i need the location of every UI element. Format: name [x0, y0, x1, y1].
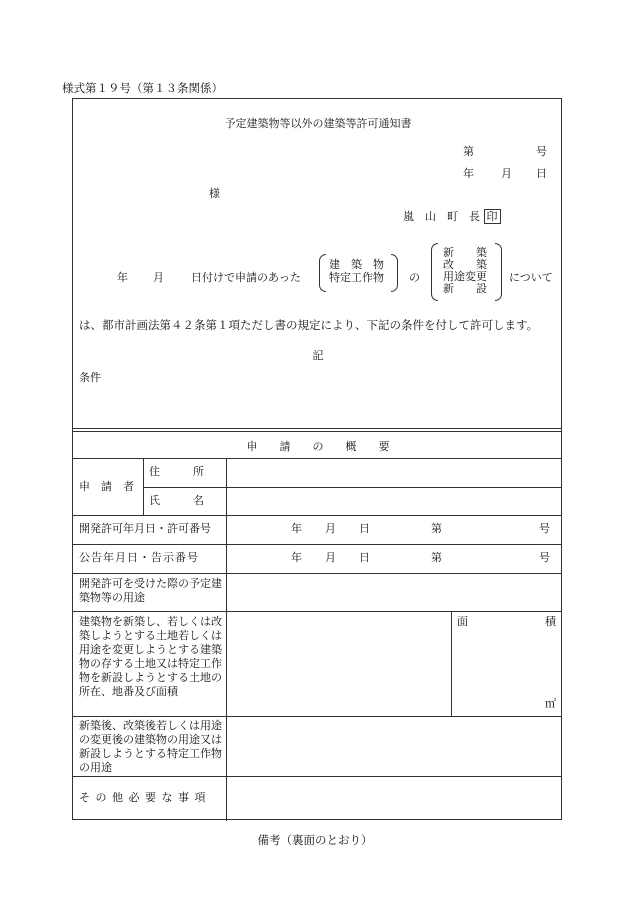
section-divider-bottom — [73, 431, 561, 432]
footer-note: 備考（裏面のとおり） — [257, 833, 373, 847]
land-label: 建築物を新築し、若しくは改築しようとする土地若しくは用途を変更しようとする建築物の存する土地又は特定工作物を新設しようとする土地の所在、地番及び面積 — [79, 615, 222, 698]
issuer — [403, 208, 501, 224]
public-notice-day: 日 — [359, 551, 370, 564]
action-option-rebuild: 改 築 — [443, 258, 487, 271]
after-use-label: 新築後、改築後若しくは用途の変更後の建築物の用途又は新設しようとする特定工作物の用途 — [79, 719, 222, 774]
summary-header: 申 請 の 概 要 — [246, 440, 390, 453]
section-divider-top — [73, 428, 561, 429]
area-label: 面 積 — [457, 615, 556, 628]
action-option-change-use: 用途変更 — [443, 270, 487, 283]
app-year: 年 — [117, 271, 128, 284]
dev-permit-day: 日 — [359, 522, 370, 535]
object-bracket-left — [319, 254, 326, 292]
row-line-5 — [73, 611, 561, 612]
label-column-divider — [226, 458, 227, 821]
name-label: 氏 名 — [149, 494, 204, 507]
public-notice-label: 公告年月日・告示番号 — [79, 551, 199, 564]
row-line-7 — [73, 776, 561, 777]
row-line-2 — [73, 515, 561, 516]
public-notice-year: 年 — [291, 551, 302, 564]
dev-permit-no-prefix: 第 — [431, 522, 442, 535]
applicant-divider — [143, 458, 144, 515]
address-label: 住 所 — [149, 465, 204, 478]
dev-permit-year: 年 — [291, 522, 302, 535]
row-line-address — [143, 487, 561, 488]
date-month: 月 — [501, 167, 512, 180]
issuer-title: 嵐 山 町 長 — [403, 210, 480, 223]
date-day: 日 — [536, 167, 547, 180]
public-notice-no-prefix: 第 — [431, 551, 442, 564]
app-particle: の — [409, 271, 420, 284]
dev-permit-month: 月 — [325, 522, 336, 535]
date-year: 年 — [463, 167, 474, 180]
doc-number-prefix: 第 — [463, 145, 474, 158]
addressee-suffix: 様 — [209, 187, 220, 200]
planned-use-label: 開発許可を受けた際の予定建築物等の用途 — [79, 577, 222, 604]
row-line-6 — [73, 716, 561, 717]
dev-permit-label: 開発許可年月日・許可番号 — [79, 522, 211, 535]
form-frame — [72, 98, 562, 820]
public-notice-month: 月 — [325, 551, 336, 564]
ki-mark: 記 — [312, 349, 324, 362]
doc-number-suffix: 号 — [536, 145, 547, 158]
dev-permit-no-suffix: 号 — [539, 522, 550, 535]
applicant-label: 申 請 者 — [79, 480, 134, 493]
action-bracket-left — [431, 243, 438, 301]
row-line-4 — [73, 573, 561, 574]
area-divider — [451, 611, 452, 716]
other-label: そ の 他 必 要 な 事 項 — [79, 791, 207, 804]
notice-title: 予定建築物等以外の建築等許可通知書 — [224, 117, 412, 130]
app-month: 月 — [153, 271, 164, 284]
row-line-1 — [73, 458, 561, 459]
row-line-3 — [73, 544, 561, 545]
object-bracket-right — [391, 254, 398, 292]
area-unit: ㎡ — [545, 697, 556, 710]
action-bracket-right — [495, 243, 502, 301]
action-option-install: 新 設 — [443, 282, 487, 295]
approval-text: は、都市計画法第４２条第１項ただし書の規定により、下記の条件を付して許可します。 — [79, 318, 539, 332]
form-number: 様式第１９号（第１３条関係） — [62, 81, 223, 95]
public-notice-no-suffix: 号 — [539, 551, 550, 564]
app-dated-text: 日付けで申請のあった — [191, 271, 301, 284]
conditions-label: 条件 — [79, 371, 101, 384]
app-about: について — [509, 271, 553, 284]
seal-mark: 印 — [484, 209, 501, 224]
action-option-new: 新 築 — [443, 246, 487, 259]
object-option-structure: 特定工作物 — [329, 271, 384, 284]
object-option-building: 建 築 物 — [329, 258, 384, 271]
